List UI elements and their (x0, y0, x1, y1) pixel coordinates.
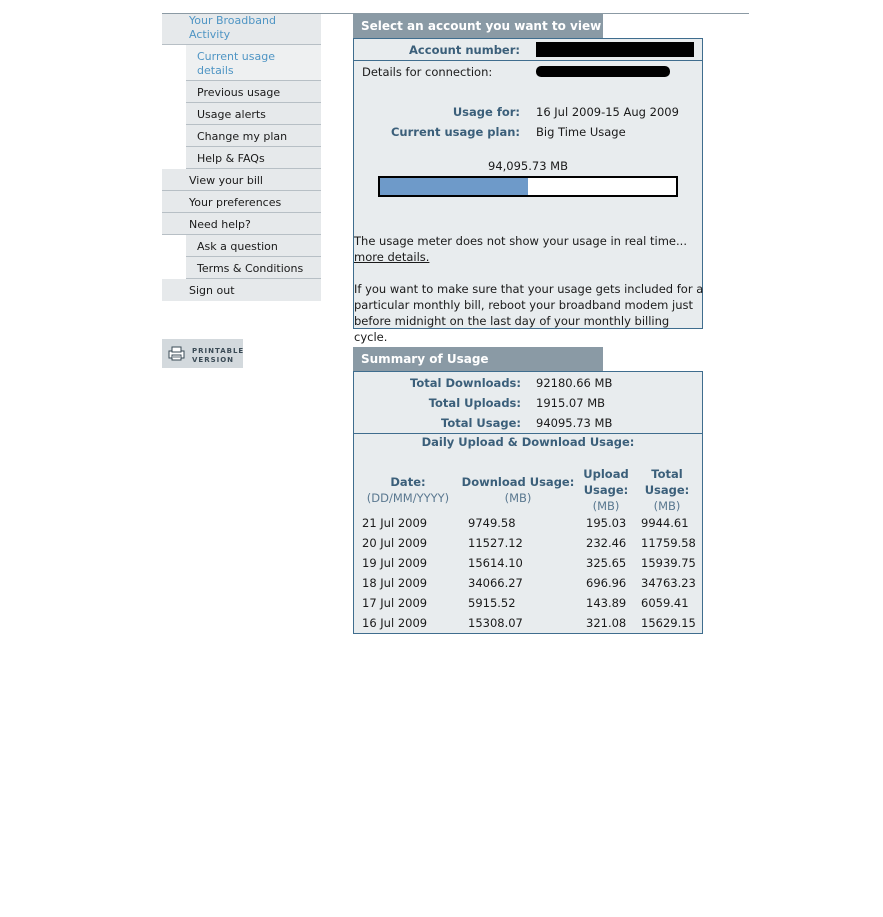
col-upload-unit: (MB) (592, 499, 620, 513)
sidebar-item-label: Ask a question (197, 240, 278, 253)
row-download: 15308.07 (468, 616, 523, 630)
total-uploads-label: Total Uploads: (428, 396, 521, 410)
row-download: 11527.12 (468, 536, 523, 550)
row-download: 15614.10 (468, 556, 523, 570)
row-upload: 232.46 (586, 536, 627, 550)
sidebar-item-label: Your preferences (189, 196, 282, 209)
row-date: 18 Jul 2009 (362, 576, 428, 590)
row-date: 16 Jul 2009 (362, 616, 428, 630)
sidebar-item-label: Current usage details (197, 50, 276, 77)
row-total: 15939.75 (641, 556, 696, 570)
sidebar-item-label: Terms & Conditions (197, 262, 304, 275)
meter-value: 94,095.73 MB (488, 159, 568, 173)
sidebar-item-help-faqs[interactable] (186, 147, 321, 169)
row-download: 34066.27 (468, 576, 523, 590)
usage-for-value: 16 Jul 2009-15 Aug 2009 (536, 105, 679, 119)
plan-label: Current usage plan: (390, 125, 520, 139)
sidebar-item-label: View your bill (189, 174, 263, 187)
sidebar-item-sign-out[interactable] (162, 279, 321, 301)
row-download: 5915.52 (468, 596, 516, 610)
printable-line1: PRINTABLE (192, 347, 245, 355)
sidebar-nav (162, 14, 321, 301)
col-date-unit: (DD/MM/YYYY) (366, 491, 450, 505)
col-upload-label: Upload Usage: (583, 467, 629, 497)
total-usage-label: Total Usage: (441, 416, 521, 430)
printable-version-button[interactable] (162, 339, 243, 368)
table-row (354, 513, 702, 533)
sidebar-item-label: Usage alerts (197, 108, 266, 121)
sidebar-item-change-plan[interactable] (186, 125, 321, 147)
plan-value: Big Time Usage (536, 125, 626, 139)
sidebar-item-label: Help & FAQs (197, 152, 265, 165)
summary-divider (354, 433, 702, 434)
sidebar-item-view-bill[interactable] (162, 169, 321, 191)
col-date-label: Date: (390, 475, 426, 489)
printer-icon (168, 346, 185, 361)
row-download: 9749.58 (468, 516, 516, 530)
summary-panel (353, 371, 703, 634)
total-downloads-value: 92180.66 MB (536, 376, 613, 390)
sidebar-item-label: Sign out (189, 284, 235, 297)
row-total: 15629.15 (641, 616, 696, 630)
row-date: 17 Jul 2009 (362, 596, 428, 610)
realtime-note (354, 233, 704, 265)
summary-tab-title: Summary of Usage (353, 347, 603, 371)
sidebar-item-previous-usage[interactable] (186, 81, 321, 103)
sidebar-item-terms[interactable] (186, 257, 321, 279)
printable-line2: VERSION (192, 356, 235, 364)
total-downloads-label: Total Downloads: (410, 376, 521, 390)
table-row (354, 553, 702, 573)
usage-for-label: Usage for: (452, 105, 520, 119)
sidebar-item-label: Need help? (189, 218, 251, 231)
table-row (354, 573, 702, 593)
account-number-label: Account number: (409, 43, 520, 57)
redacted-account-number (536, 42, 694, 57)
col-total-unit: (MB) (653, 499, 681, 513)
row-upload: 321.08 (586, 616, 627, 630)
sidebar-section-title: Your Broadband Activity (189, 14, 276, 41)
sidebar-item-usage-alerts[interactable] (186, 103, 321, 125)
table-row (354, 613, 702, 633)
account-panel (353, 38, 704, 344)
row-date: 21 Jul 2009 (362, 516, 428, 530)
row-date: 20 Jul 2009 (362, 536, 428, 550)
col-total-header (636, 466, 698, 514)
row-total: 6059.41 (641, 596, 689, 610)
printable-label (192, 347, 244, 365)
row-total: 9944.61 (641, 516, 689, 530)
row-upload: 696.96 (586, 576, 627, 590)
redacted-connection (536, 66, 670, 77)
row-total: 11759.58 (641, 536, 696, 550)
total-usage-value: 94095.73 MB (536, 416, 613, 430)
sidebar-item-label: Previous usage (197, 86, 281, 99)
more-details-link[interactable]: more details. (354, 250, 430, 264)
col-total-label: Total Usage: (644, 467, 690, 497)
daily-usage-title: Daily Upload & Download Usage: (421, 435, 635, 449)
sidebar-item-label: Change my plan (197, 130, 288, 143)
col-download-unit: (MB) (504, 491, 532, 505)
row-total: 34763.23 (641, 576, 696, 590)
reboot-note: If you want to make sure that your usage gets included for a particular monthly bill, reboot your broadband modem just before midnight on the last day of your monthly billing cycle. (354, 282, 704, 344)
connection-label: Details for connection: (362, 65, 493, 79)
col-date-header (360, 474, 456, 506)
sidebar-section-broadband-activity[interactable] (162, 14, 321, 45)
sidebar-item-preferences[interactable] (162, 191, 321, 213)
col-upload-header (580, 466, 632, 514)
sidebar-item-need-help[interactable] (162, 213, 321, 235)
usage-meter (378, 176, 678, 197)
sidebar-item-current-usage[interactable] (186, 45, 321, 81)
row-upload: 325.65 (586, 556, 627, 570)
total-uploads-value: 1915.07 MB (536, 396, 606, 410)
col-download-label: Download Usage: (461, 475, 575, 489)
table-row (354, 593, 702, 613)
col-download-header (460, 474, 576, 506)
account-divider (354, 60, 702, 61)
row-upload: 195.03 (586, 516, 627, 530)
table-row (354, 533, 702, 553)
realtime-note-text: The usage meter does not show your usage in real time... (354, 234, 687, 248)
sidebar-item-ask-question[interactable] (186, 235, 321, 257)
usage-meter-fill (380, 178, 528, 195)
row-upload: 143.89 (586, 596, 627, 610)
account-tab-title: Select an account you want to view (353, 14, 603, 38)
row-date: 19 Jul 2009 (362, 556, 428, 570)
